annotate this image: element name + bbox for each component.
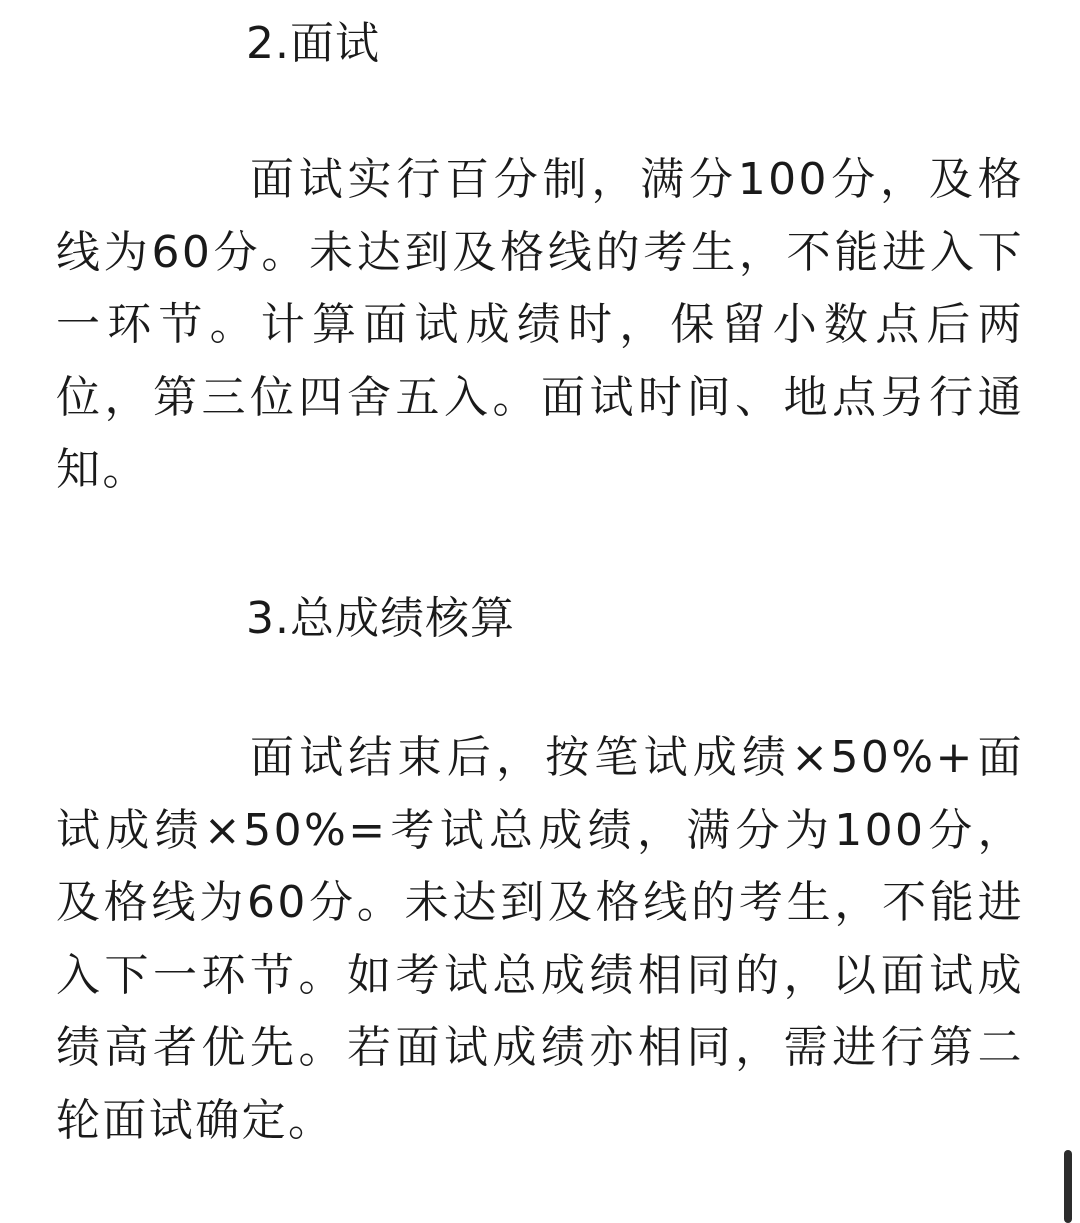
section-heading-total-score: 3.总成绩核算: [246, 593, 515, 644]
section-paragraph-total-score: 面试结束后，按笔试成绩×50%+面试成绩×50%=考试总成绩，满分为100分，及格线为60分。未达到及格线的考生，不能进入下一环节。如考试总成绩相同的，以面试成绩高者优先。若面试成绩亦相同，需进行第二轮面试确定。: [56, 732, 1024, 1146]
section-paragraph-interview: 面试实行百分制，满分100分，及格线为60分。未达到及格线的考生，不能进入下一环节。计算面试成绩时，保留小数点后两位，第三位四舍五入。面试时间、地点另行通知。: [56, 154, 1024, 495]
section-heading-interview: 2.面试: [246, 18, 380, 69]
scrollbar-thumb[interactable]: [1064, 1150, 1072, 1223]
